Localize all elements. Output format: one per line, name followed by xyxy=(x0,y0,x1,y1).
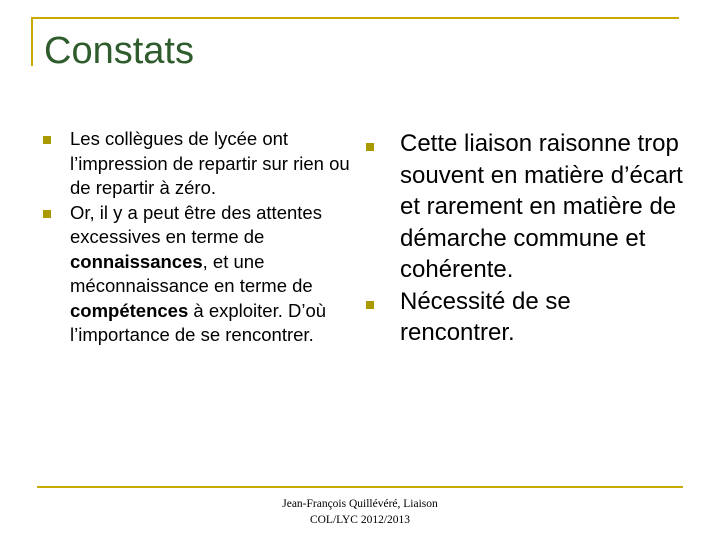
bullet-text: Cette liaison raisonne trop souvent en matière d’écart et rarement en matière de démarche commune et cohérente. xyxy=(400,130,683,283)
list-item xyxy=(40,201,350,348)
list-item xyxy=(362,286,692,349)
footer-divider xyxy=(37,486,683,488)
bullet-text: Les collègues de lycée ont l’impression de repartir sur rien ou de repartir à zéro. xyxy=(70,128,350,198)
title-frame-left-line xyxy=(31,17,33,66)
title-frame-top-line xyxy=(31,17,679,19)
footer-author: Jean-François Quillévéré, Liaison xyxy=(282,498,438,510)
bullet-text-part: Or, il y a peut être des attentes excessives en terme de xyxy=(70,201,322,247)
square-bullet-icon xyxy=(43,210,51,218)
bold-keyword-connaissances: connaissances xyxy=(70,250,203,272)
bold-keyword-competences: compétences xyxy=(70,299,189,321)
right-bullet-list xyxy=(362,128,692,349)
bullet-text-part: à exploiter. D’où l’importance de se rencontrer. xyxy=(70,299,327,345)
list-item xyxy=(40,127,350,201)
square-bullet-icon xyxy=(366,301,374,309)
square-bullet-icon xyxy=(43,136,51,144)
square-bullet-icon xyxy=(366,143,374,151)
footer xyxy=(240,496,480,528)
list-item xyxy=(362,128,692,286)
bullet-text-part: , et une méconnaissance en terme de xyxy=(70,250,313,296)
slide-title: Constats xyxy=(44,30,194,72)
bullet-text: Nécessité de se rencontrer. xyxy=(400,287,571,346)
footer-course: COL/LYC 2012/2013 xyxy=(309,514,411,526)
left-bullet-list xyxy=(40,127,350,348)
